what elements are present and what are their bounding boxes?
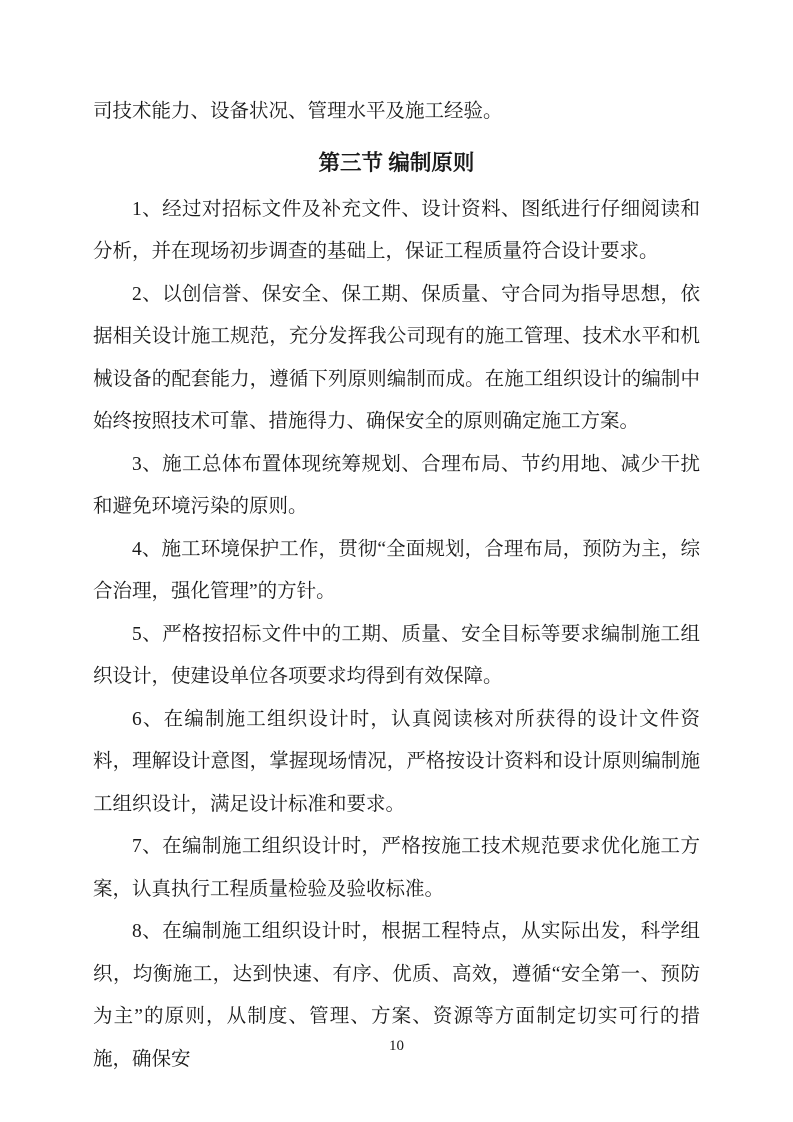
page-number: 10 — [389, 1038, 404, 1054]
paragraph-1: 1、经过对招标文件及补充文件、设计资料、图纸进行仔细阅读和分析，并在现场初步调查的基础上，保证工程质量符合设计要求。 — [93, 198, 700, 262]
paragraph-6: 6、在编制施工组织设计时，认真阅读核对所获得的设计文件资料，理解设计意图，掌握现场情况，严格按设计资料和设计原则编制施工组织设计，满足设计标准和要求。 — [93, 708, 700, 815]
paragraph-5: 5、严格按招标文件中的工期、质量、安全目标等要求编制施工组织设计，使建设单位各项要求均得到有效保障。 — [93, 623, 700, 687]
section-heading: 第三节 编制原则 — [318, 150, 475, 175]
paragraph-3: 3、施工总体布置体现统筹规划、合理布局、节约用地、减少干扰和避免环境污染的原则。 — [93, 453, 700, 517]
paragraph-7: 7、在编制施工组织设计时，严格按施工技术规范要求优化施工方案，认真执行工程质量检验及验收标准。 — [93, 836, 700, 900]
continuation-paragraph: 司技术能力、设备状况、管理水平及施工经验。 — [93, 101, 503, 122]
paragraph-2: 2、以创信誉、保安全、保工期、保质量、守合同为指导思想，依据相关设计施工规范，充分发挥我公司现有的施工管理、技术水平和机械设备的配套能力，遵循下列原则编制而成。在施工组织设计的编制中始终按照技术可靠、措施得力、确保安全的原则确定施工方案。 — [93, 283, 700, 432]
document-body — [93, 91, 700, 1081]
paragraph-4: 4、施工环境保护工作，贯彻“全面规划，合理布局，预防为主，综合治理，强化管理”的方针。 — [93, 538, 700, 602]
paragraph-8: 8、在编制施工组织设计时，根据工程特点，从实际出发，科学组织，均衡施工，达到快速、有序、优质、高效，遵循“安全第一、预防为主”的原则，从制度、管理、方案、资源等方面制定切实可行的措施，确保安 — [93, 921, 700, 1070]
